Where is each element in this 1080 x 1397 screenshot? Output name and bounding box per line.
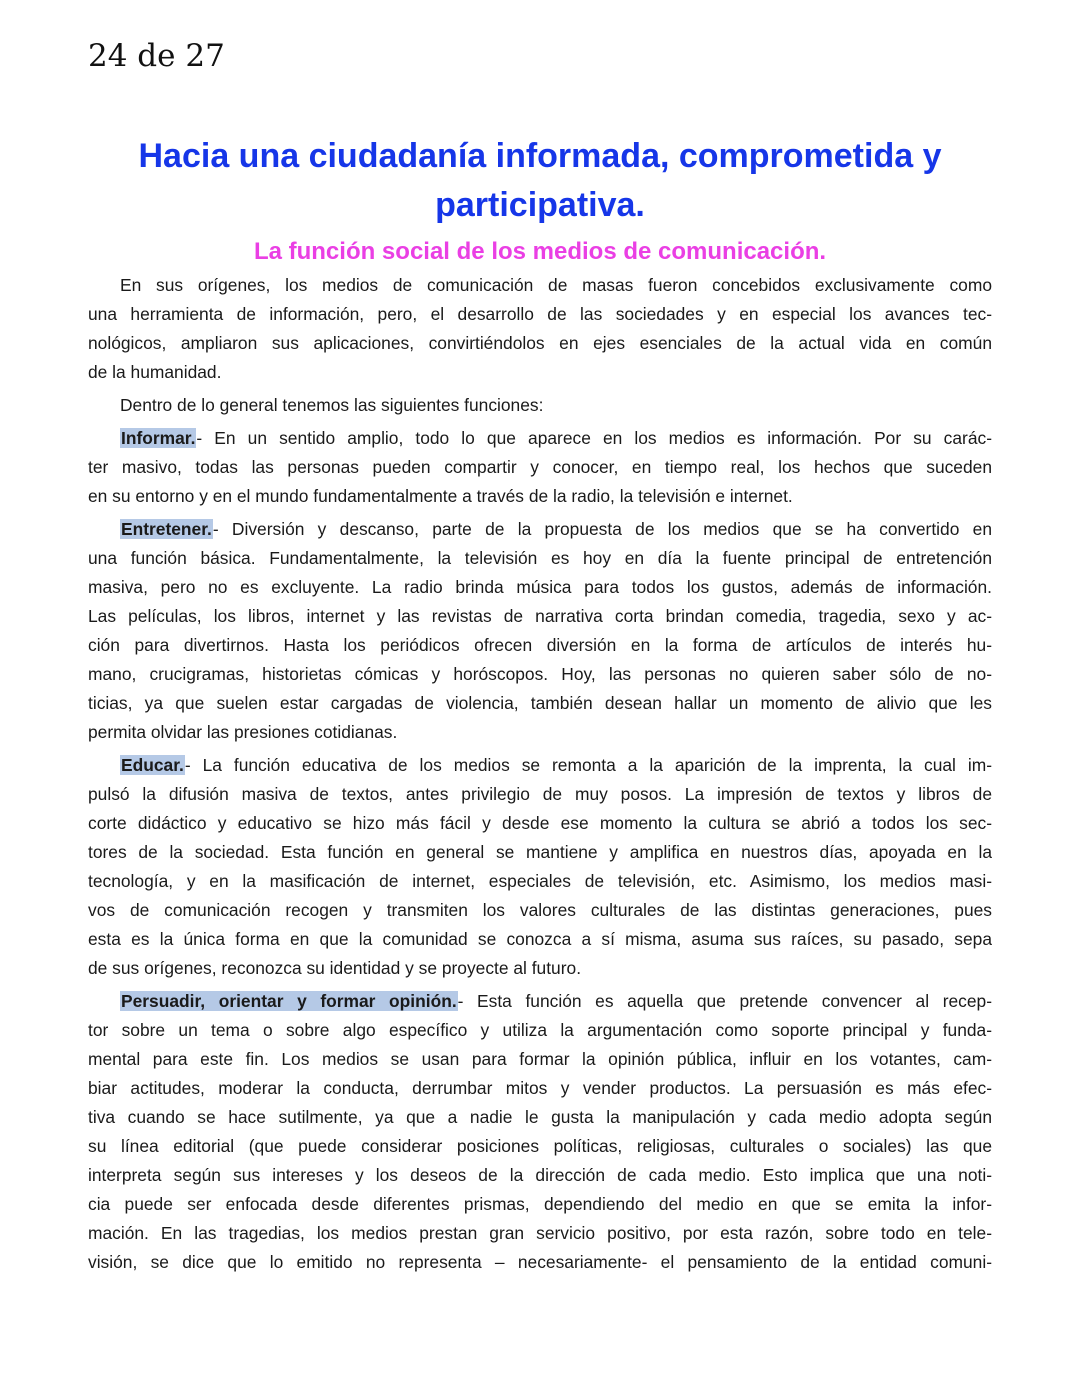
line-text: tecnología, y en la masificación de internet, especiales de televisión, etc. Asimismo, los medios masi- [88,871,992,891]
title-line: participativa. [435,186,645,224]
line-text: ticias, ya que suelen estar cargadas de violencia, también desean hallar un momento de alivio que les [88,693,992,713]
text-line [88,573,992,602]
text-line [88,631,992,660]
paragraph [88,424,992,511]
text-line [88,925,992,954]
paragraph [88,515,992,747]
page-indicator: 24 de 27 [88,38,225,74]
function-label: Persuadir, orientar y formar opinión. [121,991,457,1011]
text-line [88,329,992,358]
text-line [88,1190,992,1219]
line-text: de sus orígenes, reconozca su identidad y se proyecte al futuro. [88,958,582,978]
function-label: Entretener. [121,519,212,539]
line-text: masiva, pero no es excluyente. La radio brinda música para todos los gustos, además de información. [88,577,992,597]
text-line [88,1132,992,1161]
line-text: mación. En las tragedias, los medios prestan gran servicio positivo, por esta razón, sobre todo en tele- [88,1223,992,1243]
text-line [88,1248,992,1277]
line-text: en su entorno y en el mundo fundamentalmente a través de la radio, la televisión e internet. [88,486,793,506]
line-text: mental para este fin. Los medios se usan para formar la opinión pública, influir en los votantes, cam- [88,1049,992,1069]
text-line [88,1074,992,1103]
text-line [88,271,992,300]
line-text: tor sobre un tema o sobre algo específico y utiliza la argumentación como soporte principal y funda- [88,1020,992,1040]
text-line [88,300,992,329]
text-line [88,482,992,511]
line-text: permita olvidar las presiones cotidianas. [88,722,398,742]
line-text: de la humanidad. [88,362,222,382]
line-text: tores de la sociedad. Esta función en general se mantiene y amplifica en nuestros días, apoyada en la [88,842,992,862]
text-line [88,453,992,482]
section-subtitle: La función social de los medios de comunicación. [253,238,827,265]
text-line [88,987,992,1016]
text-line [88,1016,992,1045]
paragraph [88,987,992,1277]
line-text: visión, se dice que lo emitido no representa – necesariamente- el pensamiento de la entidad comuni- [88,1252,992,1272]
line-text: tiva cuando se hace sutilmente, ya que a nadie le gusta la manipulación y cada medio adopta según [88,1107,992,1127]
line-text: - La función educativa de los medios se remonta a la aparición de la imprenta, la cual im- [184,755,992,775]
paragraph [88,751,992,983]
line-text: - Esta función es aquella que pretende convencer al recep- [457,991,992,1011]
function-label: Informar. [121,428,196,448]
text-line [88,809,992,838]
line-text: vos de comunicación recogen y transmiten los valores culturales de las distintas generaciones, pues [88,900,992,920]
text-line [88,718,992,747]
text-line [88,838,992,867]
line-text: interpreta según sus intereses y los deseos de la dirección de cada medio. Esto implica que una noti- [88,1165,992,1185]
line-text: una herramienta de información, pero, el desarrollo de las sociedades y en especial los avances tec- [88,304,992,324]
text-line [88,544,992,573]
line-text: - Diversión y descanso, parte de la propuesta de los medios que se ha convertido en [212,519,992,539]
line-text: Las películas, los libros, internet y las revistas de narrativa corta brindan comedia, tragedia, sexo y ac- [88,606,992,626]
line-text: pulsó la difusión masiva de textos, antes privilegio de muy posos. La impresión de textos y libros de [88,784,992,804]
text-line [88,424,992,453]
text-line [88,1045,992,1074]
text-line [88,751,992,780]
line-text: ción para divertirnos. Hasta los periódicos ofrecen diversión en la forma de artículos de interés hu- [88,635,992,655]
paragraph [88,271,992,387]
line-text: Dentro de lo general tenemos las siguientes funciones: [120,395,544,415]
line-text: corte didáctico y educativo se hizo más fácil y desde ese momento la cultura se abrió a todos los sec- [88,813,992,833]
text-line [88,602,992,631]
title-line: Hacia una ciudadanía informada, comprometida y [138,137,942,175]
text-line [88,1161,992,1190]
line-text: una función básica. Fundamentalmente, la televisión es hoy en día la fuente principal de entretención [88,548,992,568]
line-text: - En un sentido amplio, todo lo que aparece en los medios es información. Por su carác- [196,428,992,448]
line-text: ter masivo, todas las personas pueden compartir y conocer, en tiempo real, los hechos que suceden [88,457,992,477]
text-line [88,689,992,718]
function-label: Educar. [121,755,184,775]
line-text: esta es la única forma en que la comunidad se conozca a sí misma, asuma sus raíces, su pasado, sepa [88,929,992,949]
text-line [88,780,992,809]
text-line [88,660,992,689]
line-text: su línea editorial (que puede considerar posiciones políticas, religiosas, culturales o sociales) las que [88,1136,992,1156]
paragraph [88,391,992,420]
line-text: En sus orígenes, los medios de comunicación de masas fueron concebidos exclusivamente como [120,275,992,295]
text-line [88,954,992,983]
text-line [88,1103,992,1132]
text-line [88,515,992,544]
document-body [88,271,992,1281]
page-title [60,132,1020,230]
text-line [88,896,992,925]
text-line [88,1219,992,1248]
line-text: cia puede ser enfocada desde diferentes prismas, dependiendo del medio en que se emita la infor- [88,1194,992,1214]
line-text: mano, crucigramas, historietas cómicas y horóscopos. Hoy, las personas no quieren saber sólo de no- [88,664,992,684]
text-line [88,391,992,420]
text-line [88,358,992,387]
line-text: nológicos, ampliaron sus aplicaciones, convirtiéndolos en ejes esenciales de la actual vida en común [88,333,992,353]
text-line [88,867,992,896]
line-text: biar actitudes, moderar la conducta, derrumbar mitos y vender productos. La persuasión es más efec- [88,1078,992,1098]
